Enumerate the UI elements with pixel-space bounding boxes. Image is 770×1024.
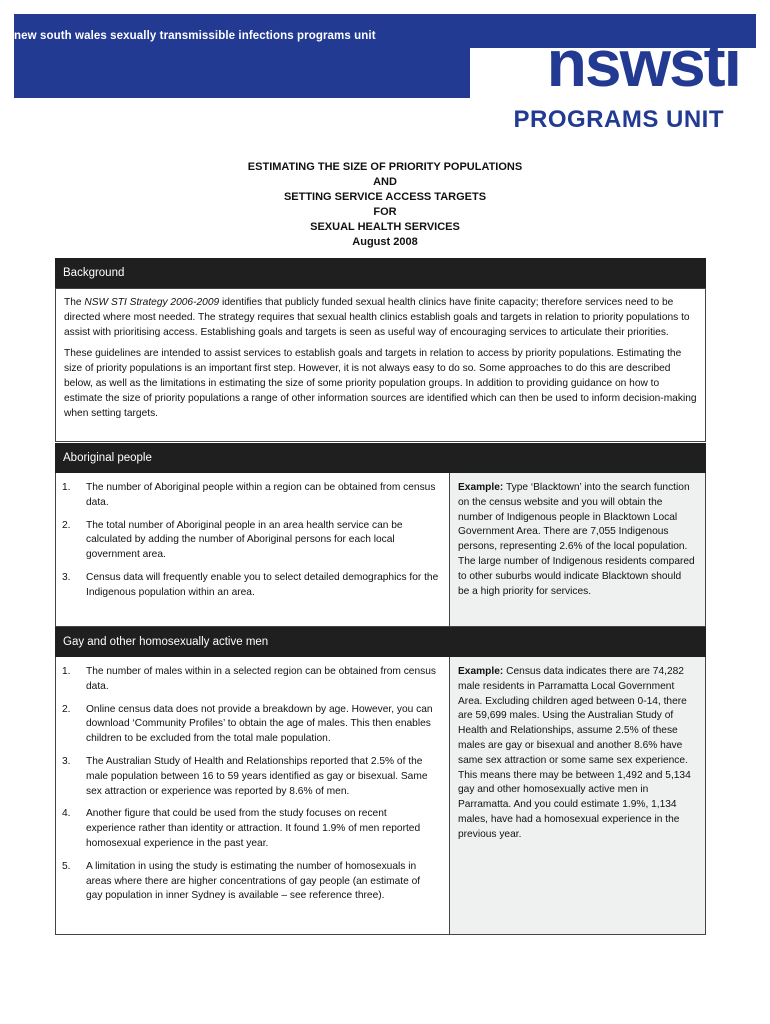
list-number: 2. [62,703,71,715]
list-number: 3. [62,755,71,767]
aboriginal-list [55,473,449,627]
aboriginal-example-box [449,473,706,627]
list-item [56,571,449,601]
list-item [56,481,449,511]
list-text: The number of males within in a selected region can be obtained from census data. [86,666,436,692]
logo-sub-text: PROGRAMS UNIT [513,106,724,133]
list-text: The Australian Study of Health and Relationships reported that 2.5% of the male population between 16 to 59 years identified as gay or bisexual. Same sex attraction or experience was reported by 8.6% of men. [86,755,428,797]
example-label: Example: [458,666,504,677]
list-number: 2. [62,519,71,531]
list-text: The total number of Aboriginal people in an area health service can be calculated by adding the number of Aboriginal persons for each local government area. [86,519,403,561]
background-paragraph-2: These guidelines are intended to assist services to establish goals and targets in relation to access by priority populations. Estimating the size of priority populations is an important first step. However, it is not always easy to do so. Some approaches to do this are described below, as well as the limitations in estimating the size of some priority population groups. In addition to providing guidance on how to estimate the size of priority populations a range of other information sources are identified which can then be used to inform decision-making when setting targets. [64,348,697,419]
list-text: Online census data does not provide a breakdown by age. However, you can download ‘Community Profiles’ to obtain the age of males. This then enables children to be excluded from the total male population. [86,703,433,745]
gay-men-example [450,657,705,843]
list-number: 4. [62,808,71,820]
title-date: August 2008 [352,236,418,248]
title-line-1: ESTIMATING THE SIZE OF PRIORITY POPULATIONS [247,161,523,173]
title-line-5: SEXUAL HEALTH SERVICES [310,221,460,233]
example-text: Census data indicates there are 74,282 male residents in Parramatta Local Government Area. Excluding children aged between 0-14, there are 59,699 males. Using the Australian Study of Health and Relationships, assume 2.5% of these males are gay or bisexual and another 8.6% have same sex attraction or some same sex experience. This means there may be between 1,492 and 5,134 gay and other homosexually active men in Parramatta. And you could estimate 1.9%, 1,134 males, have had a homosexual experience in the previous year. [458,666,691,840]
list-number: 3. [62,571,71,583]
list-item [56,860,449,904]
background-paragraph-1 [56,296,705,340]
list-number: 1. [62,482,71,493]
list-item [56,665,449,695]
section-heading-background: Background [55,258,706,288]
strategy-title: NSW STI Strategy 2006-2009 [84,297,220,308]
section-heading-aboriginal: Aboriginal people [55,443,706,473]
list-number: 1. [62,666,71,677]
example-text: Type ‘Blacktown’ into the search function on the census website and you will obtain the number of Indigenous people in Blacktown Local Government Area. There are 7,055 Indigenous persons, representing 2.6% of the local population. The large number of Indigenous residents compared to other suburbs would indicate Blacktown should be a high priority for services. [458,482,695,597]
title-line-3: SETTING SERVICE ACCESS TARGETS [283,191,487,203]
list-text: A limitation in using the study is estimating the number of homosexuals in areas where there are higher concentrations of gay people (an estimate of gay population in inner Sydney is available – see reference three). [86,860,421,902]
aboriginal-example [450,473,705,599]
list-text: Census data will frequently enable you to select detailed demographics for the Indigenous population within an area. [86,571,439,598]
section-heading-gay-men: Gay and other homosexually active men [55,627,706,657]
gay-men-example-box [449,657,706,935]
title-line-4: FOR [373,206,397,218]
logo-main-text: nswsti [546,26,740,100]
gay-men-list [55,657,449,935]
list-text: Another figure that could be used from the study focuses on recent experience rather than identity or attraction. It found 1.9% of men reported homosexual experience in the past year. [86,808,421,849]
banner-text: new south wales sexually transmissible infections programs unit [14,30,376,42]
background-box [55,288,706,442]
list-item [56,703,449,747]
list-item [56,519,449,563]
document-title [0,160,770,250]
title-line-2: AND [373,176,397,188]
list-number: 5. [62,860,71,872]
list-item [56,755,449,799]
list-item [56,807,449,851]
p1-rest: identifies that publicly funded sexual health clinics have finite capacity; therefore services need to be directed where most needed. The strategy requires that sexual health clinics establish goals and targets in relation to priority populations to assist with prioritising access. Establishing goals and targets is seen as useful way of encouraging services to articulate their priorities. [64,297,690,338]
p1-prefix: The [64,297,85,308]
example-label: Example: [458,482,504,493]
list-text: The number of Aboriginal people within a region can be obtained from census data. [86,482,436,508]
